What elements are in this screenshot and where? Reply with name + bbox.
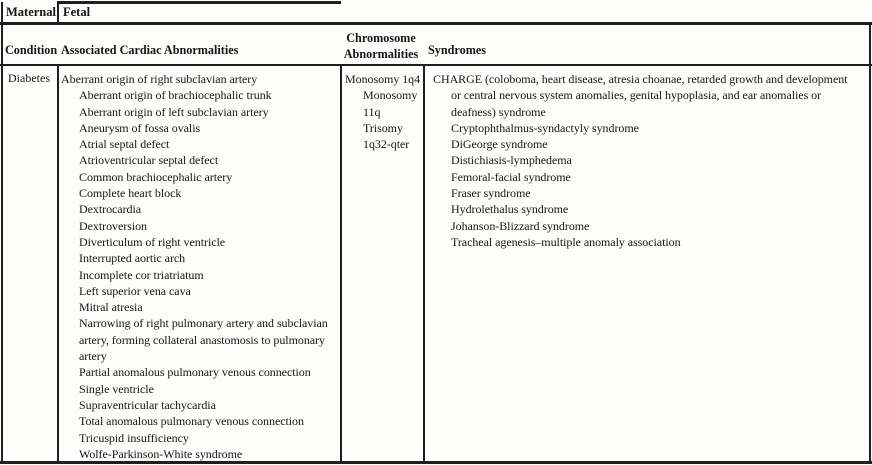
cell-condition: Diabetes — [8, 71, 50, 85]
cell-chromosome-abnormalities — [345, 71, 422, 152]
table-cell-line: Atrioventricular septal defect — [79, 153, 219, 168]
table-cell-line: Femoral-facial syndrome — [451, 169, 571, 184]
column-header-chromosome — [339, 31, 423, 62]
table-cell-line: 11q — [363, 104, 381, 119]
table-cell-line: Tracheal agenesis–multiple anomaly association — [451, 234, 681, 249]
table-cell-line: Wolfe-Parkinson-White syndrome — [79, 446, 243, 461]
rule-under-section-row — [0, 22, 872, 25]
table-cell-line: Supraventricular tachycardia — [79, 397, 216, 412]
right-border — [869, 25, 871, 463]
table-cell-line: Trisomy — [363, 120, 403, 135]
table-cell-line: Single ventricle — [79, 381, 154, 396]
table-cell-line: deafness) syndrome — [451, 104, 546, 119]
table-cell-line: Johanson-Blizzard syndrome — [451, 218, 590, 233]
table-cell-line: Total anomalous pulmonary venous connection — [79, 414, 304, 429]
cell-syndromes — [433, 71, 867, 250]
rule-under-header-row — [0, 64, 872, 66]
section-label-fetal: Fetal — [63, 5, 91, 19]
table-cell-line: or central nervous system anomalies, genital hypoplasia, and ear anomalies or — [451, 88, 822, 103]
table-cell-line: Dextrocardia — [79, 202, 142, 217]
column-header-chromosome-line1: Chromosome — [346, 31, 416, 45]
cell-cardiac-abnormalities — [61, 71, 338, 462]
column-header-syndromes: Syndromes — [428, 43, 487, 57]
table-cell-line: Cryptophthalmus-syndactyly syndrome — [451, 120, 639, 135]
col-divider-condition — [57, 66, 59, 462]
table-cell-line: artery, forming collateral anastomosis to pulmonary — [79, 332, 325, 347]
table-cell-line: Fraser syndrome — [451, 186, 531, 201]
table-cell-line: Narrowing of right pulmonary artery and subclavian — [79, 316, 328, 331]
col-divider-chromosome — [423, 66, 425, 462]
table-cell-line: CHARGE (coloboma, heart disease, atresia choanae, retarded growth and development — [433, 72, 848, 86]
table-cell-line: Monosomy 1q4 — [345, 72, 421, 86]
table-cell-line: Diverticulum of right ventricle — [79, 234, 226, 249]
left-border — [1, 2, 3, 463]
table-cell-line: Partial anomalous pulmonary venous connection — [79, 365, 311, 380]
table-cell-line: Aberrant origin of left subclavian artery — [79, 104, 269, 119]
table-cell-line: Tricuspid insufficiency — [79, 430, 189, 445]
table-cell-line: Mitral atresia — [79, 300, 143, 315]
table-cell-line: Aberrant origin of brachiocephalic trunk — [79, 88, 272, 103]
table-cell-line: artery — [79, 349, 107, 364]
column-header-condition: Condition — [5, 43, 58, 57]
top-partial-rule — [57, 1, 341, 4]
table-cell-line: Dextroversion — [79, 218, 147, 233]
section-divider — [57, 2, 59, 22]
table-cell-line: Incomplete cor triatriatum — [79, 267, 204, 282]
column-header-cardiac: Associated Cardiac Abnormalities — [61, 43, 239, 57]
table-cell-line: DiGeorge syndrome — [451, 137, 548, 152]
table-cell-line: Left superior vena cava — [79, 283, 191, 298]
column-header-chromosome-line2: Abnormalities — [343, 46, 419, 61]
table-cell-line: Aberrant origin of right subclavian artery — [61, 72, 258, 86]
table-cell-line: Complete heart block — [79, 186, 182, 201]
table-cell-line: Distichiasis-lymphedema — [451, 153, 572, 168]
table-cell-line: Atrial septal defect — [79, 137, 170, 152]
table-cell-line: Interrupted aortic arch — [79, 251, 186, 266]
col-divider-cardiac — [340, 66, 342, 462]
table-cell-line: Hydrolethalus syndrome — [451, 202, 569, 217]
table-cell-line: 1q32-qter — [363, 137, 410, 152]
section-label-maternal: Maternal — [6, 5, 56, 19]
table-cell-line: Monosomy — [363, 88, 418, 103]
table-cell-line: Common brachiocephalic artery — [79, 169, 233, 184]
table-cell-line: Aneurysm of fossa ovalis — [79, 120, 201, 135]
